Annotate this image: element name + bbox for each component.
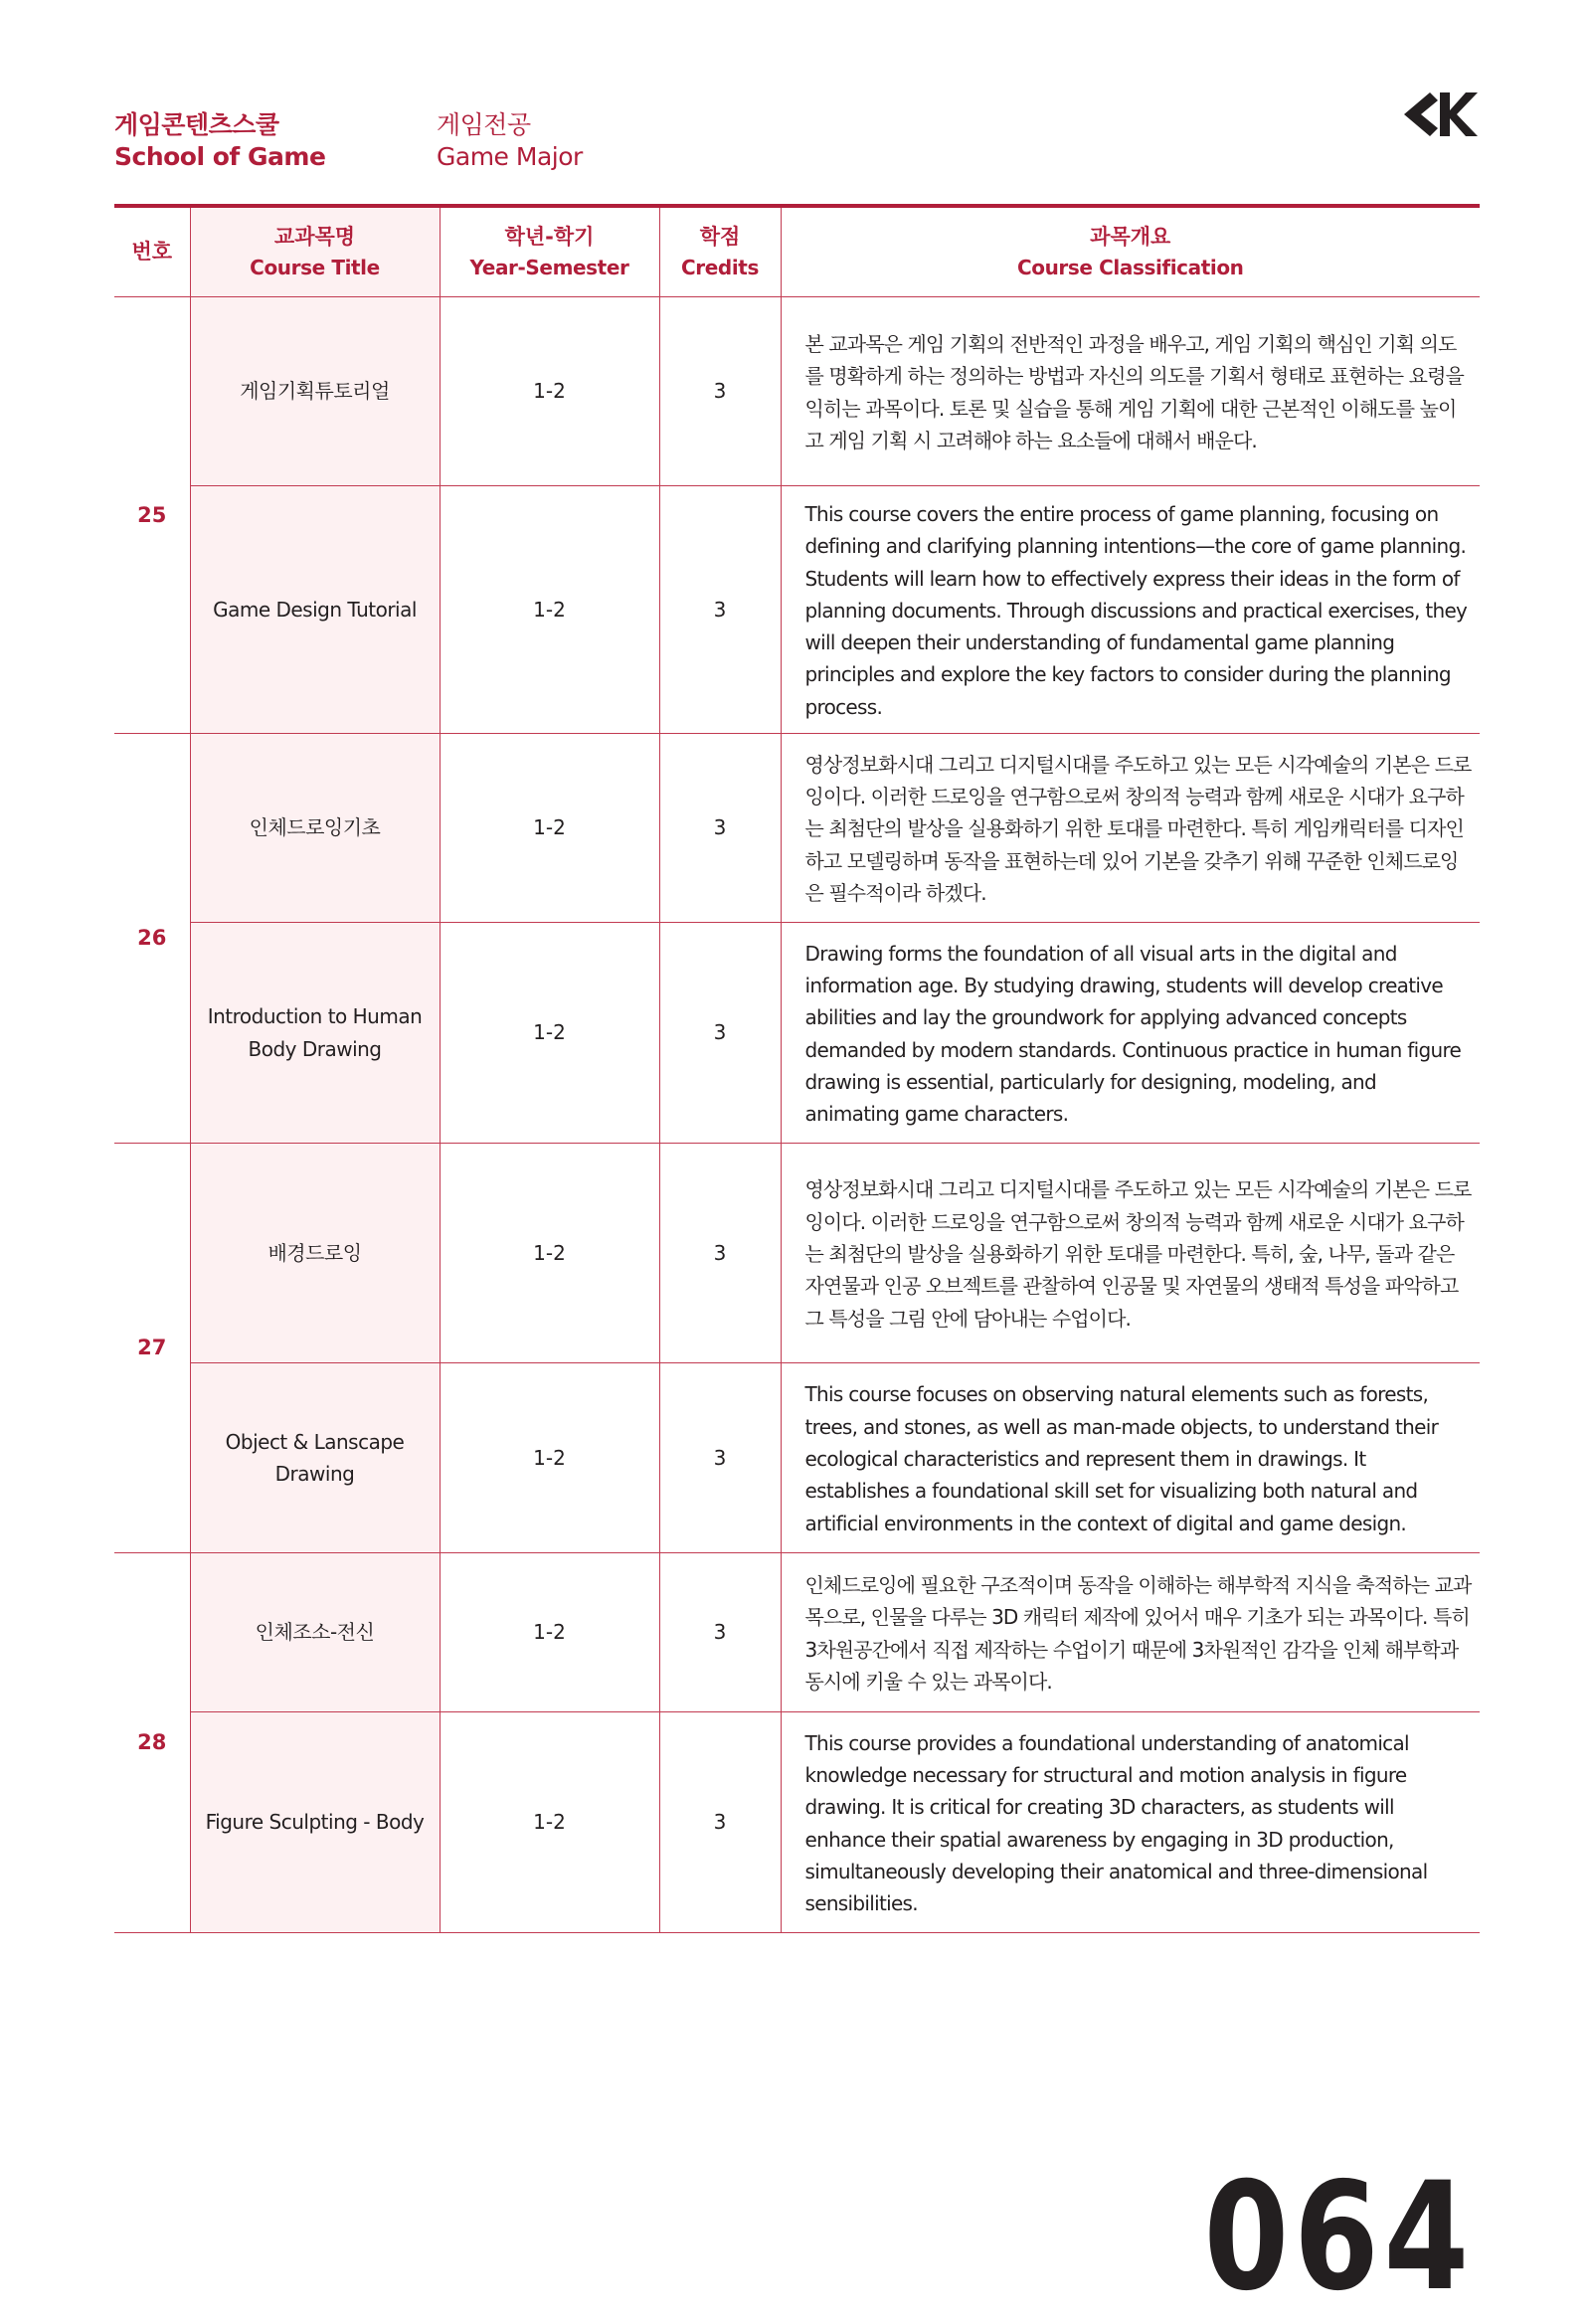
credits: 3 [659,1553,781,1712]
course-title-en: Introduction to Human Body Drawing [190,923,440,1144]
table-row [114,734,1480,923]
course-number: 25 [114,297,190,734]
year-semester: 1-2 [440,923,659,1144]
year-semester: 1-2 [440,1363,659,1553]
credits: 3 [659,923,781,1144]
course-description-ko: 본 교과목은 게임 기획의 전반적인 과정을 배우고, 게임 기획의 핵심인 기획 의도를 명확하게 하는 정의하는 방법과 자신의 의도를 기획서 형태로 표현하는 요령을 익히는 과목이다. 토론 및 실습을 통해 게임 기획에 대한 근본적인 이해도를 높이고 게임 기획 시 고려해야 하는 요소들에 대해서 배운다. [781,297,1480,486]
ck-logo-icon [1400,87,1480,142]
course-description-ko: 영상정보화시대 그리고 디지털시대를 주도하고 있는 모든 시각예술의 기본은 드로잉이다. 이러한 드로잉을 연구함으로써 창의적 능력과 함께 새로운 시대가 요구하는 최첨단의 발상을 실용화하기 위한 토대를 마련한다. 특히, 숲, 나무, 돌과 같은 자연물과 인공 오브젝트를 관찰하여 인공물 및 자연물의 생태적 특성을 파악하고 그 특성을 그림 안에 담아내는 수업이다. [781,1144,1480,1363]
column-header-year-semester: 학년-학기 Year-Semester [440,208,659,297]
course-title-en: Game Design Tutorial [190,486,440,734]
year-semester: 1-2 [440,297,659,486]
course-description-en: This course provides a foundational understanding of anatomical knowledge necessary for structural and motion analysis in figure drawing. It is critical for creating 3D characters, as students will enhance their spatial awareness by engaging in 3D production, simultaneously developing their anatomical and three-dimensional sensibilities. [781,1712,1480,1933]
course-title-en: Figure Sculpting - Body [190,1712,440,1933]
course-title-en: Object & Lanscape Drawing [190,1363,440,1553]
credits: 3 [659,1712,781,1933]
school-name-en: School of Game [114,142,326,171]
course-number: 26 [114,734,190,1144]
year-semester: 1-2 [440,1712,659,1933]
table-row [114,1144,1480,1363]
table-row [114,1553,1480,1712]
school-name-ko: 게임콘텐츠스쿨 [114,110,279,139]
course-description-ko: 인체드로잉에 필요한 구조적이며 동작을 이해하는 해부학적 지식을 축적하는 교과목으로, 인물을 다루는 3D 캐릭터 제작에 있어서 매우 기초가 되는 과목이다. 특히 3차원공간에서 직접 제작하는 수업이기 때문에 3차원적인 감각을 인체 해부학과 동시에 키울 수 있는 과목이다. [781,1553,1480,1712]
credits: 3 [659,1363,781,1553]
column-header-no: 번호 [114,208,190,297]
page-number: 064 [1203,2151,1474,2324]
table-header-row [114,208,1480,297]
course-description-ko: 영상정보화시대 그리고 디지털시대를 주도하고 있는 모든 시각예술의 기본은 드로잉이다. 이러한 드로잉을 연구함으로써 창의적 능력과 함께 새로운 시대가 요구하는 최첨단의 발상을 실용화하기 위한 토대를 마련한다. 특히 게임캐릭터를 디자인하고 모델링하며 동작을 표현하는데 있어 기본을 갖추기 위해 꾸준한 인체드로잉은 필수적이라 하겠다. [781,734,1480,923]
page-header [114,104,1480,184]
course-description-en: This course covers the entire process of game planning, focusing on defining and clarifying planning intentions—the core of game planning. Students will learn how to effectively express their ideas in the form of planning documents. Through discussions and practical exercises, they will deepen their understanding of fundamental game planning principles and explore the key factors to consider during the planning process. [781,486,1480,734]
course-number: 28 [114,1553,190,1933]
major-name-en: Game Major [437,142,583,171]
course-description-en: This course focuses on observing natural elements such as forests, trees, and stones, as well as man-made objects, to understand their ecological characteristics and represent them in drawings. It establishes a foundational skill set for visualizing both natural and artificial environments in the context of digital and game design. [781,1363,1480,1553]
credits: 3 [659,734,781,923]
table-row [114,1363,1480,1553]
credits: 3 [659,486,781,734]
credits: 3 [659,297,781,486]
column-header-title: 교과목명 Course Title [190,208,440,297]
year-semester: 1-2 [440,486,659,734]
year-semester: 1-2 [440,734,659,923]
course-title-ko: 게임기획튜토리얼 [190,297,440,486]
credits: 3 [659,1144,781,1363]
table-row [114,923,1480,1144]
year-semester: 1-2 [440,1144,659,1363]
table-row [114,486,1480,734]
table-row [114,297,1480,486]
year-semester: 1-2 [440,1553,659,1712]
column-header-credits: 학점 Credits [659,208,781,297]
school-name [114,109,325,173]
major-name-ko: 게임전공 [437,110,531,139]
course-number: 27 [114,1144,190,1553]
table-row [114,1712,1480,1933]
course-title-ko: 인체드로잉기초 [190,734,440,923]
course-title-ko: 인체조소-전신 [190,1553,440,1712]
course-title-ko: 배경드로잉 [190,1144,440,1363]
major-name [437,109,583,173]
column-header-description: 과목개요 Course Classification [781,208,1480,297]
course-table [114,208,1480,1933]
course-description-en: Drawing forms the foundation of all visual arts in the digital and information age. By studying drawing, students will develop creative abilities and lay the groundwork for applying advanced concepts demanded by modern standards. Continuous practice in human figure drawing is essential, particularly for designing, modeling, and animating game characters. [781,923,1480,1144]
